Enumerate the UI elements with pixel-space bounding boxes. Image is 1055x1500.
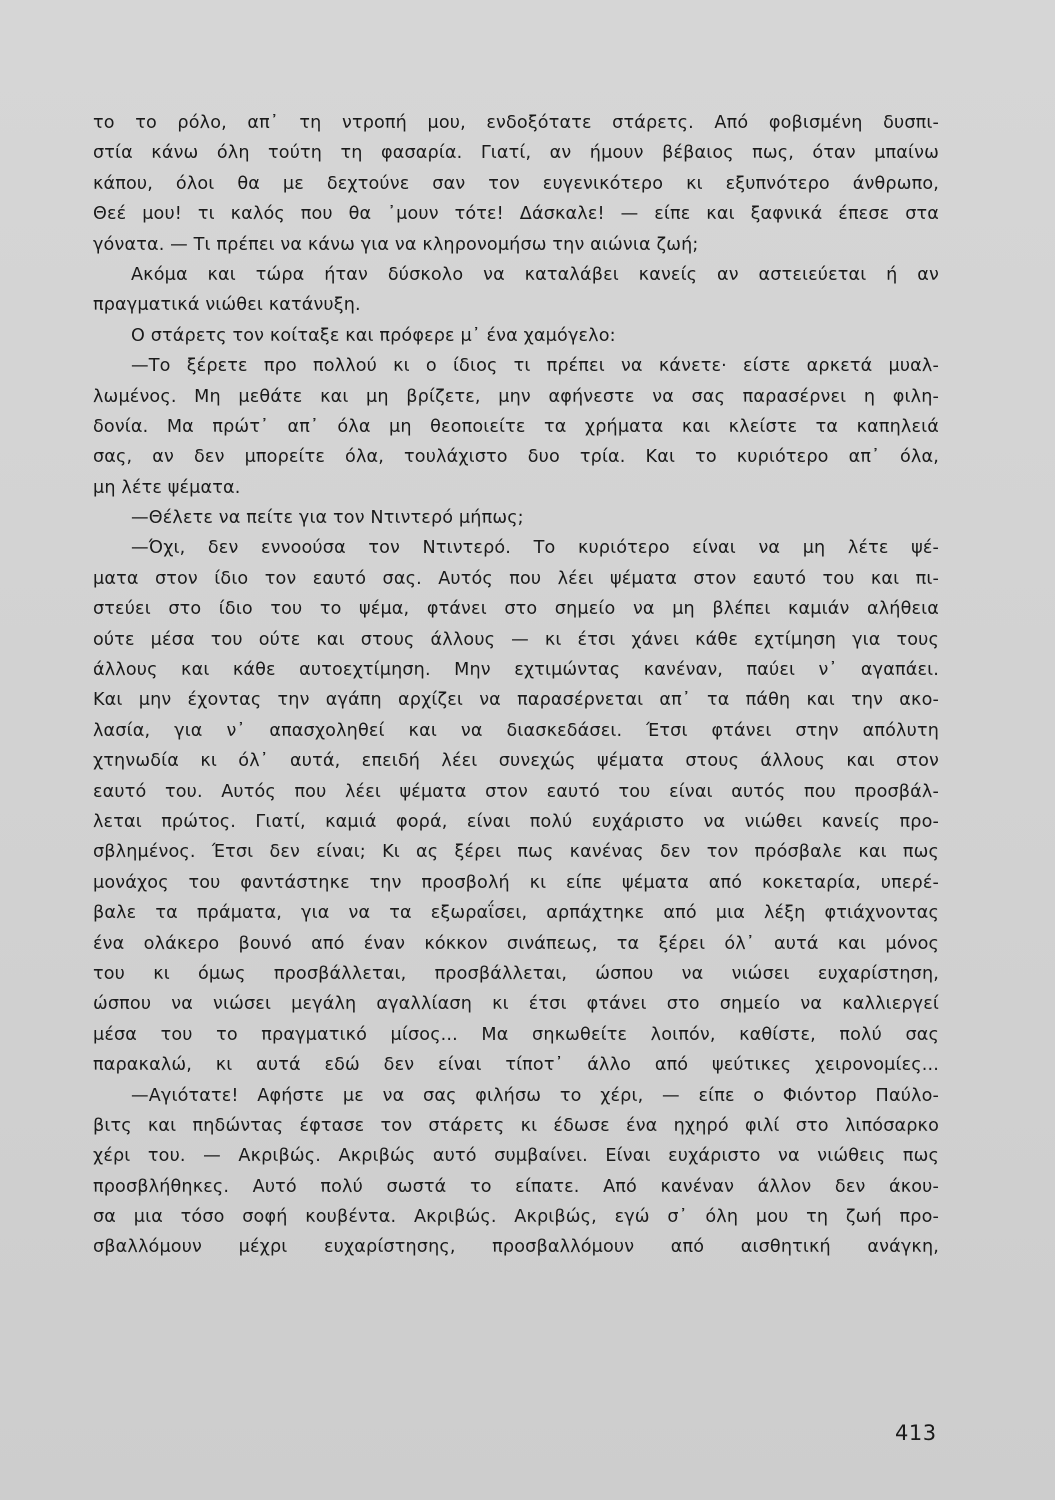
text-line-20: Και μην έχοντας την αγάπη αρχίζει να παρασέρνεται απ᾽ τα πάθη και την ακο- xyxy=(93,690,939,711)
text-line-7: πραγματικά νιώθει κατάνυξη. xyxy=(93,295,361,316)
text-line-27: βαλε τα πράματα, για να τα εξωραΐσει, αρπάχτηκε από μια λέξη φτιάχνοντας xyxy=(93,903,939,924)
text-line-13: μη λέτε ψέματα. xyxy=(93,477,241,498)
text-line-6: Ακόμα και τώρα ήταν δύσκολο να καταλάβει κανείς αν αστειεύεται ή αν xyxy=(131,264,939,285)
text-line-28: ένα ολάκερο βουνό από έναν κόκκον σινάπεως, τα ξέρει όλ᾽ αυτά και μόνος xyxy=(93,933,939,954)
text-line-8: Ο στάρετς τον κοίταξε και πρόφερε μ᾽ ένα χαμόγελο: xyxy=(131,325,616,346)
text-line-11: δονία. Μα πρώτ᾽ απ᾽ όλα μη θεοποιείτε τα χρήματα και κλείστε τα καπηλειά xyxy=(93,416,939,437)
text-line-23: εαυτό του. Αυτός που λέει ψέματα στον εαυτό του είναι αυτός που προσβάλ- xyxy=(93,781,939,802)
text-line-32: παρακαλώ, κι αυτά εδώ δεν είναι τίποτ᾽ άλλο από ψεύτικες χειρονομίες... xyxy=(93,1055,939,1076)
text-line-5: γόνατα. — Τι πρέπει να κάνω για να κληρονομήσω την αιώνια ζωή; xyxy=(93,234,699,255)
text-line-26: μονάχος του φαντάστηκε την προσβολή κι είπε ψέματα από κοκεταρία, υπερέ- xyxy=(93,872,939,893)
text-line-4: Θεέ μου! τι καλός που θα ᾽μουν τότε! Δάσκαλε! — είπε και ξαφνικά έπεσε στα xyxy=(93,204,939,225)
text-line-19: άλλους και κάθε αυτοεχτίμηση. Μην εχτιμώντας κανέναν, παύει ν᾽ αγαπάει. xyxy=(93,660,939,681)
text-line-21: λασία, για ν᾽ απασχοληθεί και να διασκεδάσει. Έτσι φτάνει στην απόλυτη xyxy=(93,720,939,741)
text-line-30: ώσπου να νιώσει μεγάλη αγαλλίαση κι έτσι φτάνει στο σημείο να καλλιεργεί xyxy=(93,994,939,1015)
text-line-34: βιτς και πηδώντας έφτασε τον στάρετς κι έδωσε ένα ηχηρό φιλί στο λιπόσαρκο xyxy=(93,1115,939,1136)
page-number: 413 xyxy=(895,1421,937,1445)
text-line-17: στεύει στο ίδιο του το ψέμα, φτάνει στο σημείο να μη βλέπει καμιάν αλήθεια xyxy=(93,599,939,620)
text-line-9: —Το ξέρετε προ πολλού κι ο ίδιος τι πρέπει να κάνετε· είστε αρκετά μυαλ- xyxy=(131,356,939,377)
text-line-38: σβαλλόμουν μέχρι ευχαρίστησης, προσβαλλόμουν από αισθητική ανάγκη, xyxy=(93,1237,939,1258)
body-text xyxy=(93,108,939,1263)
text-line-14: —Θέλετε να πείτε για τον Ντιντερό μήπως; xyxy=(131,508,524,529)
text-line-22: χτηνωδία κι όλ᾽ αυτά, επειδή λέει συνεχώς ψέματα στους άλλους και στον xyxy=(93,751,939,772)
text-line-37: σα μια τόσο σοφή κουβέντα. Ακριβώς. Ακριβώς, εγώ σ᾽ όλη μου τη ζωή προ- xyxy=(93,1207,939,1228)
text-line-3: κάπου, όλοι θα με δεχτούνε σαν τον ευγενικότερο κι εξυπνότερο άνθρωπο, xyxy=(93,173,939,194)
text-line-18: ούτε μέσα του ούτε και στους άλλους — κι έτσι χάνει κάθε εχτίμηση για τους xyxy=(93,629,939,650)
text-line-12: σας, αν δεν μπορείτε όλα, τουλάχιστο δυο τρία. Και το κυριότερο απ᾽ όλα, xyxy=(93,447,939,468)
text-line-31: μέσα του το πραγματικό μίσος... Μα σηκωθείτε λοιπόν, καθίστε, πολύ σας xyxy=(93,1024,939,1045)
text-line-33: —Αγιότατε! Αφήστε με να σας φιλήσω το χέρι, — είπε ο Φιόντορ Παύλο- xyxy=(131,1085,939,1106)
text-line-36: προσβλήθηκες. Αυτό πολύ σωστά το είπατε. Από κανέναν άλλον δεν άκου- xyxy=(93,1176,939,1197)
text-line-2: στία κάνω όλη τούτη τη φασαρία. Γιατί, αν ήμουν βέβαιος πως, όταν μπαίνω xyxy=(93,143,939,164)
text-line-24: λεται πρώτος. Γιατί, καμιά φορά, είναι πολύ ευχάριστο να νιώθει κανείς προ- xyxy=(93,811,939,832)
text-line-35: χέρι του. — Ακριβώς. Ακριβώς αυτό συμβαίνει. Είναι ευχάριστο να νιώθεις πως xyxy=(93,1146,939,1167)
text-line-10: λωμένος. Μη μεθάτε και μη βρίζετε, μην αφήνεστε να σας παρασέρνει η φιλη- xyxy=(93,386,939,407)
text-line-1: το το ρόλο, απ᾽ τη ντροπή μου, ενδοξότατε στάρετς. Από φοβισμένη δυσπι- xyxy=(93,113,939,133)
text-line-15: —Όχι, δεν εννοούσα τον Ντιντερό. Το κυριότερο είναι να μη λέτε ψέ- xyxy=(131,538,939,559)
text-line-29: του κι όμως προσβάλλεται, προσβάλλεται, ώσπου να νιώσει ευχαρίστηση, xyxy=(93,963,939,984)
text-line-16: ματα στον ίδιο τον εαυτό σας. Αυτός που λέει ψέματα στον εαυτό του και πι- xyxy=(93,568,939,589)
text-line-25: σβλημένος. Έτσι δεν είναι; Κι ας ξέρει πως κανένας δεν τον πρόσβαλε και πως xyxy=(93,842,939,863)
